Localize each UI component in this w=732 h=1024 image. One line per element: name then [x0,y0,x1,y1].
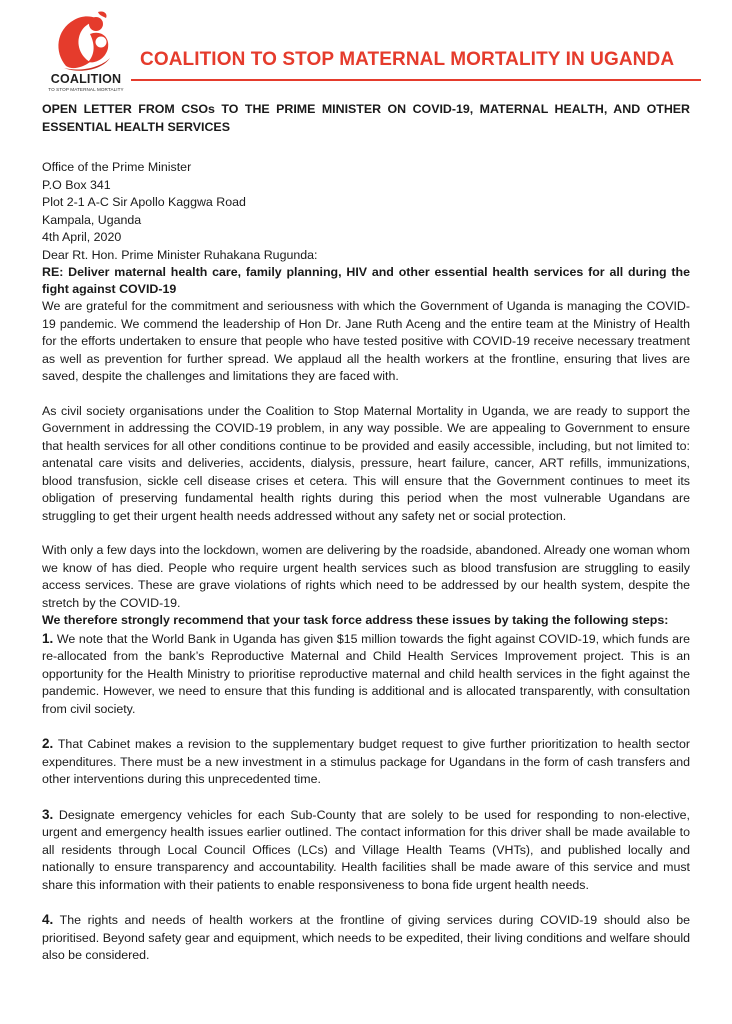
step-number: 4. [42,912,54,927]
recipient-address [42,159,690,247]
paragraph: With only a few days into the lockdown, women are delivering by the roadside, abandoned. Already one woman whom we know of has died. People who require urgent health services such as blood transfusion are struggling to easily access services. These are grave violations of rights which need to be addressed by our health system, despite the stretch by the COVID-19. [42,543,690,610]
step-item [42,630,690,719]
step-number: 2. [42,736,54,751]
letter-body [42,101,690,965]
recommendation-heading: We therefore strongly recommend that your task force address these issues by taking the following steps: [42,613,669,627]
step-item [42,735,690,789]
step-text: We note that the World Bank in Uganda has given $15 million towards the fight against COVID-19, which funds are re-allocated from the bank’s Reproductive Maternal and Child Health Services Improvement project. This is an opportunity for the Health Ministry to prioritise reproductive maternal and child health services in the fight against the pandemic. However, we need to ensure that this funding is additional and is allocated transparently, with consultation from civil society. [42,631,690,716]
address-line: Kampala, Uganda [42,212,142,227]
step-number: 1. [42,630,54,646]
letterhead [0,0,732,100]
step-item [42,806,690,895]
step-number: 3. [42,806,54,822]
step-text: Designate emergency vehicles for each Sub-County that are solely to be used for responding to non-elective, urgent and emergency health issues earlier outlined. The contact information for this driver shall be made available to all residents through Local Council Offices (LCs) and Village Health Teams (VHTs), and published locally and nationally to ensure transparency and accountability. Health facilities shall be made aware of this service and must share this information with their patients to enable responsiveness to bona fide urgent health needs. [42,807,690,892]
address-line: P.O Box 341 [42,177,111,192]
letter-date: 4th April, 2020 [42,230,122,244]
address-line: Office of the Prime Minister [42,160,192,174]
salutation: Dear Rt. Hon. Prime Minister Ruhakana Rugunda: [42,247,318,262]
body-paragraphs [42,298,690,612]
letter-title: OPEN LETTER FROM CSOs TO THE PRIME MINISTER ON COVID-19, MATERNAL HEALTH, AND OTHER ESSENTIAL HEALTH SERVICES [42,102,690,134]
paragraph: As civil society organisations under the Coalition to Stop Maternal Mortality in Uganda, we are ready to support the Government in addressing the COVID-19 problem, in any way possible. We are appealing to Government to ensure that health services for all other conditions continue to be provided and easily accessible, including, but not limited to: antenatal care visits and deliveries, accidents, dialysis, pressure, heart failure, cancer, ART refills, immunizations, blood transfusion, sickle cell disease crises et cetera. This will ensure that the Government continues to meet its obligation of preserving fundamental health rights during this period when the most vulnerable Ugandans are struggling to get their urgent health needs addressed without any safety net or social protection. [42,403,690,523]
recommendation-steps [42,630,690,965]
mother-child-icon [44,8,128,72]
step-text: The rights and needs of health workers at the frontline of giving services during COVID-19 should also be prioritised. Beyond safety gear and equipment, which needs to be expedited, their living conditions and welfare should also be considered. [42,913,690,962]
paragraph: We are grateful for the commitment and seriousness with which the Government of Uganda is managing the COVID-19 pandemic. We commend the leadership of Hon Dr. Jane Ruth Aceng and the entire team at the Ministry of Health for the efforts undertaken to ensure that people who have tested positive with COVID-19 receive necessary treatment as well as prevention for further spread. We applaud all the health workers at the frontline, ensuring that lives are saved, despite the challenges and limitations they are faced with. [42,299,690,383]
organization-name: COALITION TO STOP MATERNAL MORTALITY IN UGANDA [140,49,675,70]
address-line: Plot 2-1 A-C Sir Apollo Kaggwa Road [42,195,246,209]
step-item [42,911,690,965]
subject-line: RE: Deliver maternal health care, family planning, HIV and other essential health services for all during the fight against COVID-19 [42,265,690,296]
coalition-logo [44,8,128,96]
step-text: That Cabinet makes a revision to the supplementary budget request to give further prioritization to health sector expenditures. There must be a new investment in a stimulus package for Ugandans in the form of cash transfers and other interventions during this unprecedented time. [42,737,690,786]
logo-tagline: TO STOP MATERNAL MORTALITY [48,87,124,92]
logo-wordmark: COALITION [50,72,122,86]
header-divider [131,79,701,81]
